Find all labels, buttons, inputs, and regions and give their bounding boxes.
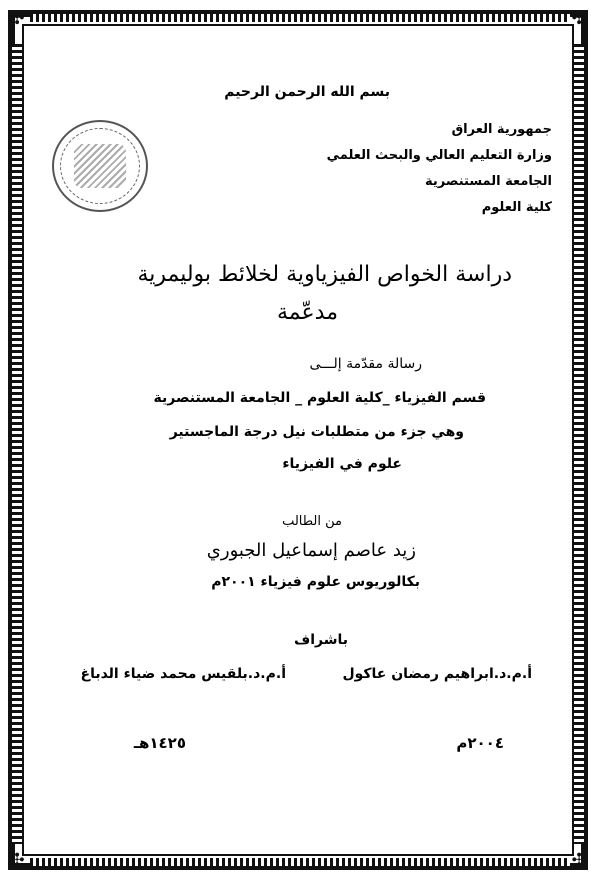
submission-intro: رسالة مقدّمة إلـــى [309, 356, 422, 372]
border-pattern-top [30, 14, 570, 22]
thesis-title-line2: مدعّمة [277, 300, 338, 325]
university-seal-logo [52, 120, 148, 212]
institution-university: الجامعة المستنصرية [425, 174, 552, 189]
thesis-title-line1: دراسة الخواص الفيزياوية لخلائط بوليمرية [137, 262, 512, 287]
border-pattern-left [12, 44, 22, 844]
supervisor-2: أ.م.د.بلقيس محمد ضياء الدباغ [80, 666, 286, 682]
corner-ornament-icon: ✣ [9, 8, 25, 29]
institution-ministry: وزارة التعليم العالي والبحث العلمي [326, 148, 552, 163]
submission-purpose: وهي جزء من متطلبات نيل درجة الماجستير [169, 424, 464, 440]
institution-country: جمهورية العراق [451, 122, 552, 137]
student-degree: بكالوريوس علوم فيزياء ٢٠٠١م [211, 574, 420, 590]
corner-ornament-icon: ✣ [571, 850, 587, 871]
submission-department: قسم الفيزياء _كلية العلوم _ الجامعة المستنصرية [153, 390, 486, 406]
border-pattern-right [574, 44, 584, 844]
basmala: بسم الله الرحمن الرحيم [224, 84, 390, 100]
date-hijri: ١٤٢٥هـ [133, 734, 186, 752]
border-pattern-bottom [30, 858, 570, 866]
submission-field: علوم في الفيزياء [282, 456, 402, 472]
date-gregorian: ٢٠٠٤م [456, 734, 504, 752]
corner-ornament-icon: ✣ [571, 8, 587, 29]
student-label: من الطالب [282, 514, 342, 529]
corner-ornament-icon: ✣ [9, 850, 25, 871]
student-name: زيد عاصم إسماعيل الجبوري [206, 540, 416, 561]
institution-college: كلية العلوم [481, 200, 552, 215]
supervisor-1: أ.م.د.ابراهيم رمضان عاكول [342, 666, 532, 682]
supervision-label: باشراف [293, 632, 348, 648]
